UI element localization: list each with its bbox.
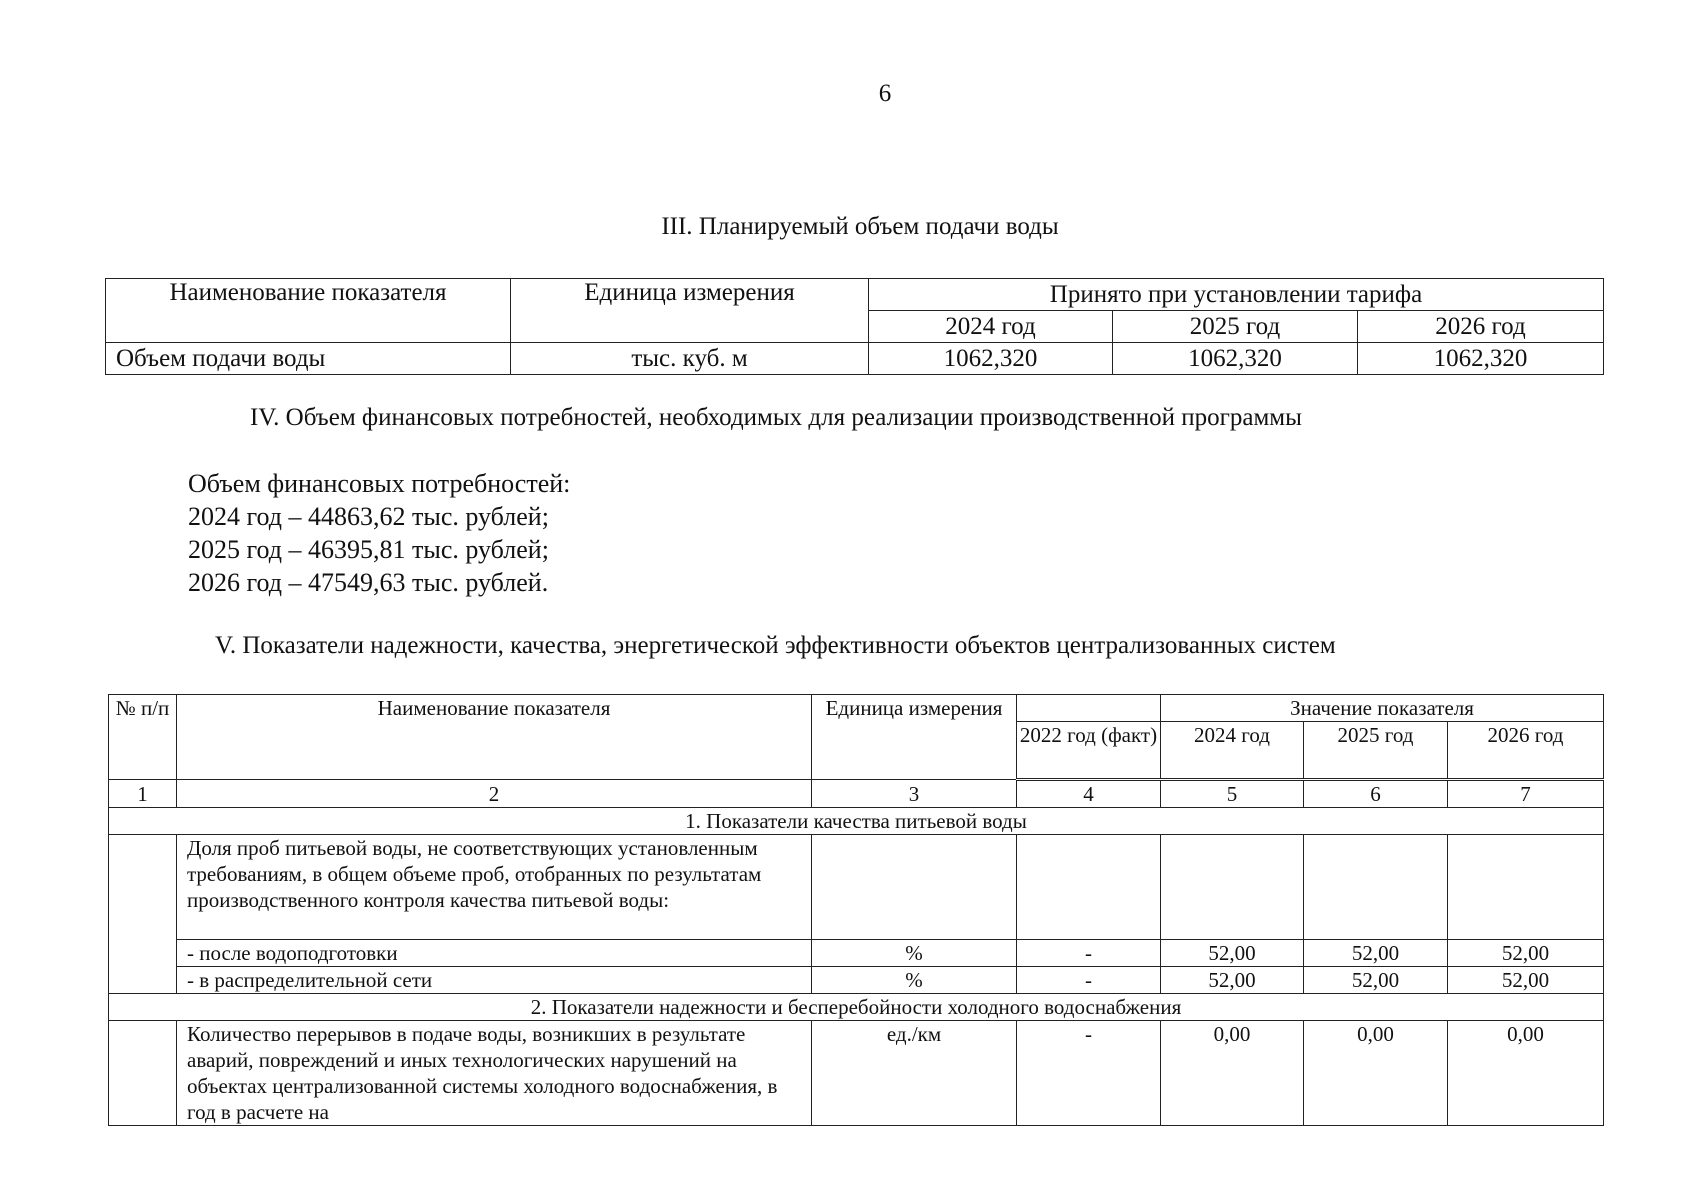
financial-needs-block	[188, 467, 570, 599]
row-value-2026: 1062,320	[1358, 343, 1604, 375]
empty-cell	[1448, 835, 1604, 940]
header-unit: Единица измерения	[812, 695, 1017, 780]
empty-cell	[1304, 835, 1448, 940]
row-value-2024: 52,00	[1161, 940, 1304, 967]
row-value-2025: 52,00	[1304, 967, 1448, 994]
row-value-2024: 1062,320	[869, 343, 1113, 375]
row-name: Количество перерывов в подаче воды, возникших в результате аварий, повреждений и иных технологических нарушений на объектах централизованной системы холодного водоснабжения, в год в расчете на	[177, 1021, 812, 1126]
row-fact: -	[1017, 967, 1161, 994]
group-1-intro: Доля проб питьевой воды, не соответствующих установленным требованиям, в общем объеме проб, отобранных по результатам производственного контроля качества питьевой воды:	[177, 835, 812, 940]
row-value-2026: 52,00	[1448, 940, 1604, 967]
column-number: 5	[1161, 780, 1304, 808]
column-number: 6	[1304, 780, 1448, 808]
empty-cell	[1017, 835, 1161, 940]
water-supply-volume-table	[105, 278, 1604, 375]
column-number: 7	[1448, 780, 1604, 808]
table-row	[109, 1021, 1604, 1126]
row-value-2025: 52,00	[1304, 940, 1448, 967]
header-empty-cell	[1017, 695, 1161, 722]
row-unit: тыс. куб. м	[511, 343, 869, 375]
row-unit: ед./км	[812, 1021, 1017, 1126]
row-unit: %	[812, 940, 1017, 967]
row-name: Объем подачи воды	[106, 343, 511, 375]
row-value-2026: 0,00	[1448, 1021, 1604, 1126]
table-row	[109, 967, 1604, 994]
row-value-2024: 52,00	[1161, 967, 1304, 994]
row-value-2025: 0,00	[1304, 1021, 1448, 1126]
row-fact: -	[1017, 940, 1161, 967]
header-year-2026: 2026 год	[1448, 722, 1604, 780]
row-value-2024: 0,00	[1161, 1021, 1304, 1126]
row-value-2025: 1062,320	[1113, 343, 1358, 375]
financial-needs-2024: 2024 год – 44863,62 тыс. рублей;	[188, 502, 549, 531]
header-indicator-name: Наименование показателя	[106, 279, 511, 343]
row-name: - в распределительной сети	[177, 967, 812, 994]
financial-needs-2026: 2026 год – 47549,63 тыс. рублей.	[188, 568, 549, 597]
row-value-2026: 52,00	[1448, 967, 1604, 994]
column-number: 1	[109, 780, 177, 808]
header-fact-2022: 2022 год (факт)	[1017, 722, 1161, 780]
indicators-table	[108, 694, 1604, 1126]
section-4-title: IV. Объем финансовых потребностей, необходимых для реализации производственной программы	[250, 404, 1302, 431]
page-number: 6	[878, 80, 892, 107]
header-indicator-value: Значение показателя	[1161, 695, 1604, 722]
column-number: 2	[177, 780, 812, 808]
section-5-title: V. Показатели надежности, качества, энергетической эффективности объектов централизованных систем	[215, 632, 1336, 659]
empty-cell	[812, 835, 1017, 940]
header-num: № п/п	[109, 695, 177, 780]
group-1-title: 1. Показатели качества питьевой воды	[109, 808, 1604, 835]
group-1-num-cell	[109, 835, 177, 994]
header-unit: Единица измерения	[511, 279, 869, 343]
section-3-title: III. Планируемый объем подачи воды	[661, 213, 1059, 240]
column-number: 4	[1017, 780, 1161, 808]
group-2-title: 2. Показатели надежности и бесперебойности холодного водоснабжения	[109, 994, 1604, 1021]
header-year-2024: 2024 год	[1161, 722, 1304, 780]
row-name: - после водоподготовки	[177, 940, 812, 967]
table-row	[106, 343, 1604, 375]
header-indicator-name: Наименование показателя	[177, 695, 812, 780]
financial-needs-2025: 2025 год – 46395,81 тыс. рублей;	[188, 535, 549, 564]
row-unit: %	[812, 967, 1017, 994]
group-2-num-cell	[109, 1021, 177, 1126]
header-accepted-tariff: Принято при установлении тарифа	[869, 279, 1604, 311]
column-numbers-row	[109, 780, 1604, 808]
header-year-2025: 2025 год	[1113, 311, 1358, 343]
column-number: 3	[812, 780, 1017, 808]
header-year-2025: 2025 год	[1304, 722, 1448, 780]
header-year-2026: 2026 год	[1358, 311, 1604, 343]
empty-cell	[1161, 835, 1304, 940]
table-row	[109, 940, 1604, 967]
header-year-2024: 2024 год	[869, 311, 1113, 343]
row-fact: -	[1017, 1021, 1161, 1126]
financial-needs-heading: Объем финансовых потребностей:	[188, 469, 571, 498]
